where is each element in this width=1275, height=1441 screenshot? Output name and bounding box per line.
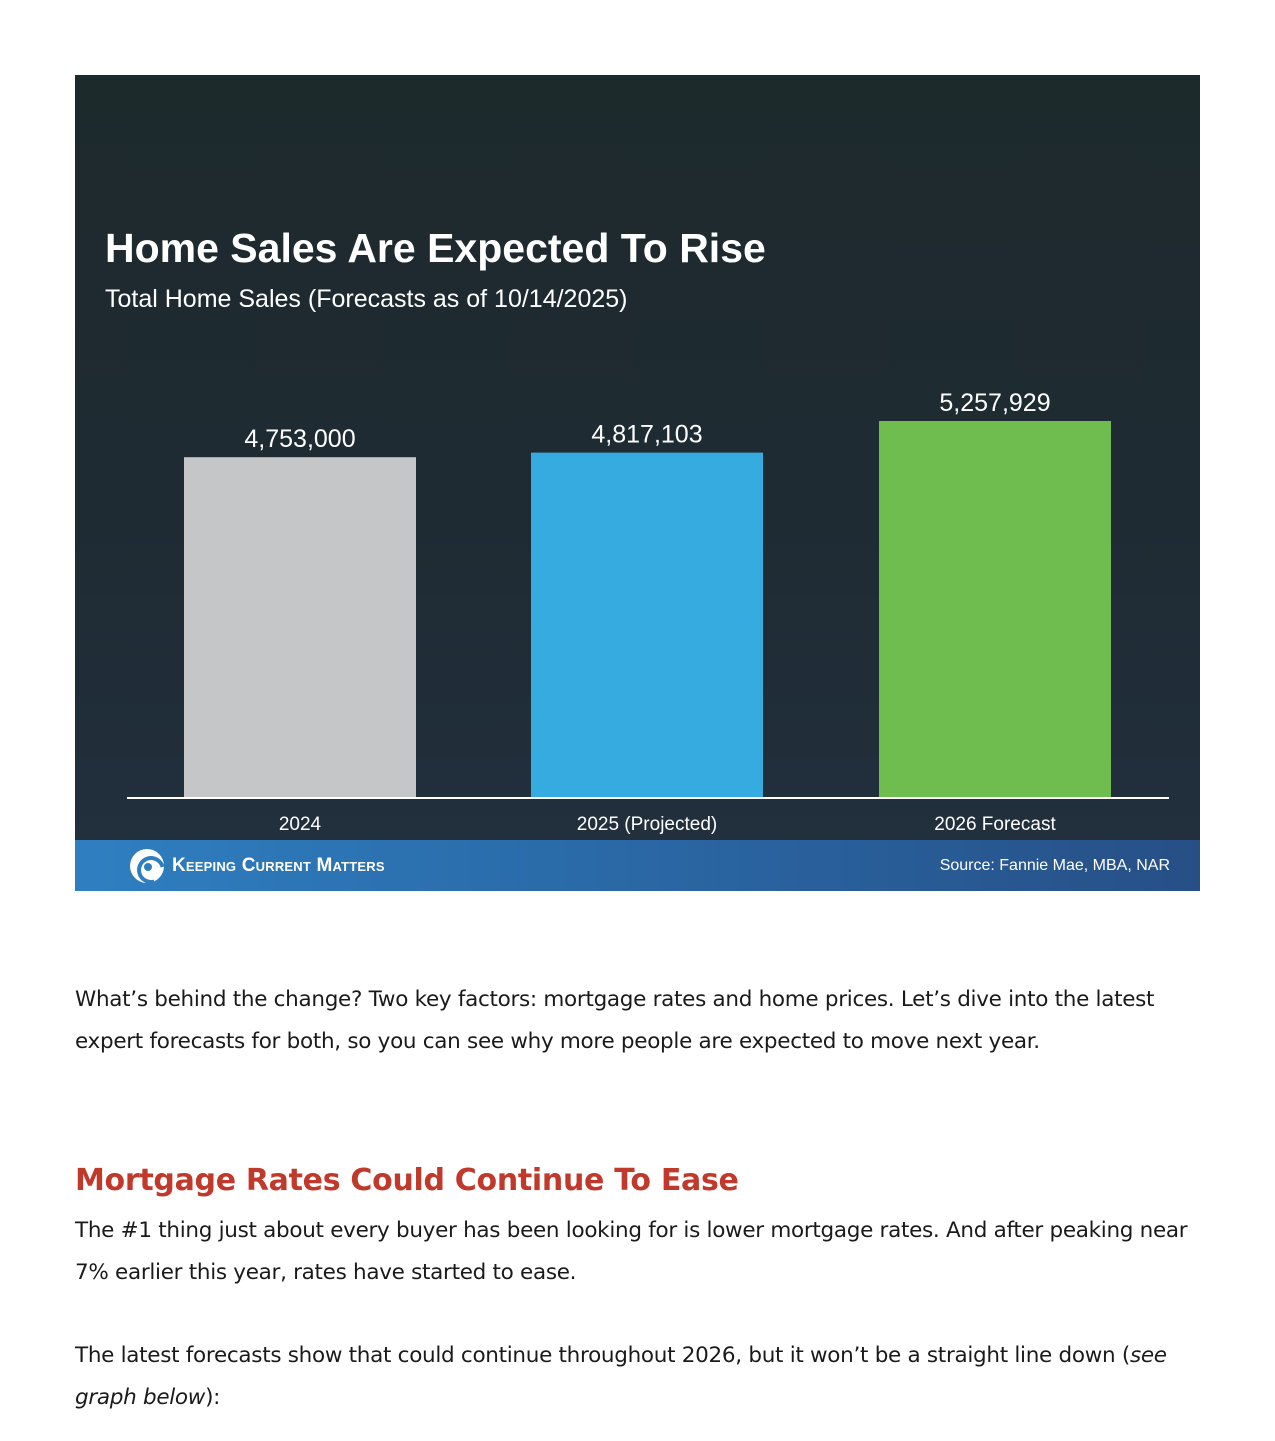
data-label-0: 4,753,000 bbox=[244, 425, 356, 454]
bar-1 bbox=[531, 453, 763, 798]
paragraph-forecasts-text: The latest forecasts show that could continue throughout 2026, but it won’t be a straight line down ( bbox=[75, 1343, 1130, 1368]
x-tick-label-2: 2026 Forecast bbox=[934, 814, 1056, 835]
bar-2 bbox=[879, 421, 1111, 798]
paragraph-forecasts bbox=[75, 1335, 1200, 1418]
kcm-logo-icon bbox=[130, 849, 164, 883]
x-tick-label-1: 2025 (Projected) bbox=[576, 814, 718, 835]
paragraph-intro: What’s behind the change? Two key factors: mortgage rates and home prices. Let’s dive into the latest expert forecasts for both, so you can see why more people are expected to move next year. bbox=[75, 987, 1155, 1054]
chart-footer bbox=[75, 840, 1200, 891]
home-sales-chart bbox=[75, 75, 1200, 891]
x-tick-label-0: 2024 bbox=[278, 814, 322, 835]
paragraph-forecasts-end: ): bbox=[205, 1384, 221, 1410]
data-label-1: 4,817,103 bbox=[591, 420, 703, 449]
bar-chart-plot bbox=[75, 75, 1200, 840]
chart-title: Home Sales Are Expected To Rise bbox=[105, 225, 766, 271]
paragraph-rates: The #1 thing just about every buyer has been looking for is lower mortgage rates. And after peaking near 7% earlier this year, rates have started to ease. bbox=[75, 1218, 1188, 1285]
bar-0 bbox=[184, 457, 416, 798]
data-label-2: 5,257,929 bbox=[939, 389, 1051, 417]
chart-subtitle: Total Home Sales (Forecasts as of 10/14/2025) bbox=[105, 285, 628, 313]
kcm-logo bbox=[130, 848, 385, 884]
see-graph-below-text: see graph below bbox=[75, 1343, 1167, 1410]
chart-source: Source: Fannie Mae, MBA, NAR bbox=[939, 857, 1170, 874]
section-heading: Mortgage Rates Could Continue To Ease bbox=[75, 1163, 739, 1198]
logo-text: Keeping Current Matters bbox=[172, 855, 385, 876]
